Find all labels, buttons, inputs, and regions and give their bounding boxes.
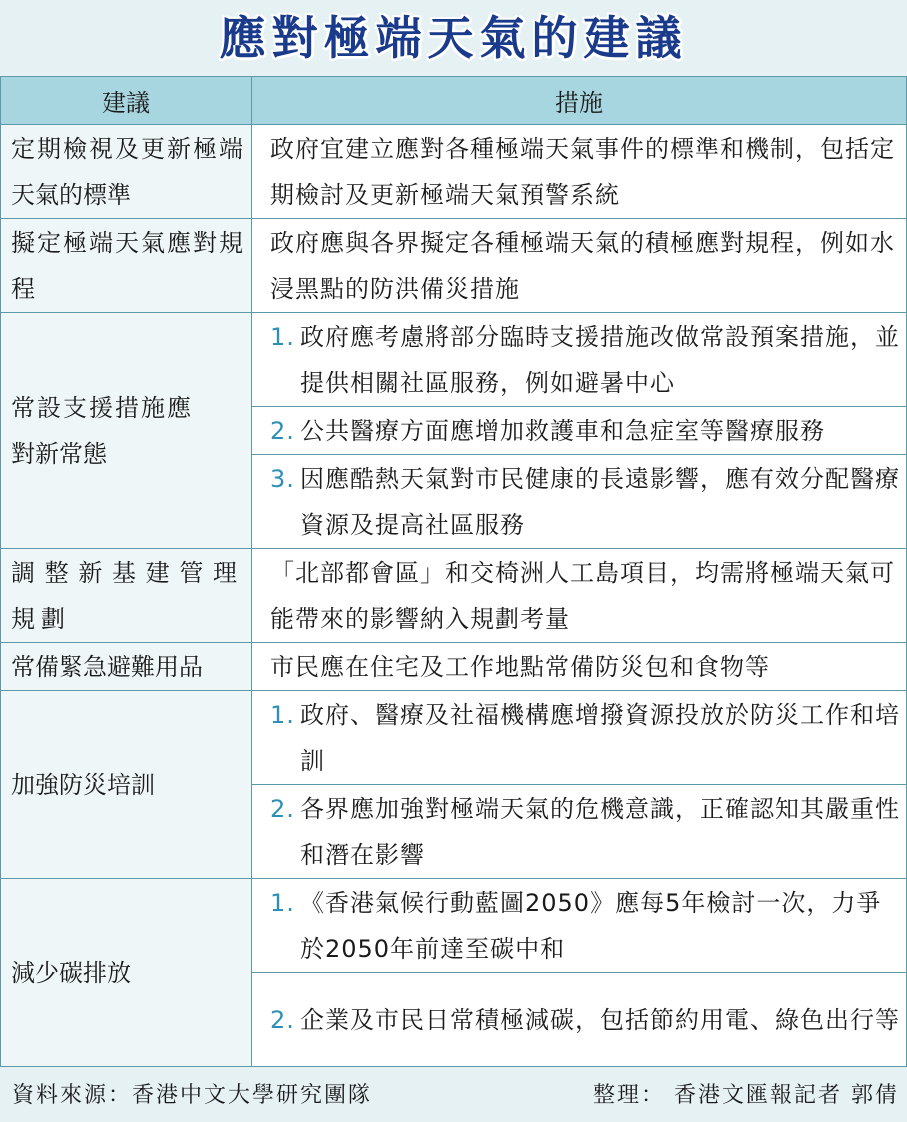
measure-cell [252,455,907,549]
table-row [1,219,907,313]
recommendation-cell: 常設支援措施應對新常態 [1,313,252,549]
table-row [1,549,907,643]
footer [0,1070,907,1122]
measure-cell [252,879,907,973]
measure-cell [252,313,907,407]
recommendation-cell: 加強防災培訓 [1,691,252,879]
table-row [1,691,907,785]
recommendation-cell: 擬定極端天氣應對規程 [1,219,252,313]
source-credit: 資料來源：香港中文大學研究團隊 [12,1083,373,1108]
editor-credit: 整理： 香港文匯報記者 郭倩 [593,1083,899,1108]
measure-cell: 政府宜建立應對各種極端天氣事件的標準和機制，包括定期檢討及更新極端天氣預警系統 [252,125,907,219]
measure-text: 企業及市民日常積極減碳，包括節約用電、綠色出行等 [300,1005,900,1034]
measure-cell [252,785,907,879]
measure-number: 1. [270,888,295,917]
header-recommendation: 建議 [1,77,252,125]
measure-number: 2. [270,416,295,445]
measure-number: 1. [270,700,295,729]
measure-cell: 市民應在住宅及工作地點常備防災包和食物等 [252,643,907,691]
measure-number: 3. [270,464,295,493]
recommendation-cell: 調整新基建管理規劃 [1,549,252,643]
recommendations-table [0,76,907,1067]
table-row [1,879,907,973]
table-row [1,643,907,691]
recommendation-cell: 常備緊急避難用品 [1,643,252,691]
measure-cell: 「北部都會區」和交椅洲人工島項目，均需將極端天氣可能帶來的影響納入規劃考量 [252,549,907,643]
measure-number: 2. [270,794,295,823]
measure-text: 《香港氣候行動藍圖2050》應每5年檢討一次，力爭於2050年前達至碳中和 [300,888,882,963]
measure-cell: 政府應與各界擬定各種極端天氣的積極應對規程，例如水浸黑點的防洪備災措施 [252,219,907,313]
recommendation-cell: 減少碳排放 [1,879,252,1067]
header-measures: 措施 [252,77,907,125]
recommendation-cell: 定期檢視及更新極端天氣的標準 [1,125,252,219]
page-title: 應對極端天氣的建議 [219,11,688,65]
measure-text: 政府應考慮將部分臨時支援措施改做常設預案措施，並提供相關社區服務，例如避暑中心 [300,322,900,397]
measure-text: 政府、醫療及社福機構應增撥資源投放於防災工作和培訓 [300,700,900,775]
table-row [1,125,907,219]
table-header-row [1,77,907,125]
measure-text: 各界應加強對極端天氣的危機意識，正確認知其嚴重性和潛在影響 [300,794,900,869]
measure-number: 1. [270,322,295,351]
measure-cell [252,691,907,785]
measure-cell [252,973,907,1067]
measure-text: 因應酷熱天氣對市民健康的長遠影響，應有效分配醫療資源及提高社區服務 [300,464,900,539]
table-row [1,313,907,407]
measure-cell [252,407,907,455]
measure-text: 公共醫療方面應增加救護車和急症室等醫療服務 [300,416,825,445]
measure-number: 2. [270,1005,295,1034]
